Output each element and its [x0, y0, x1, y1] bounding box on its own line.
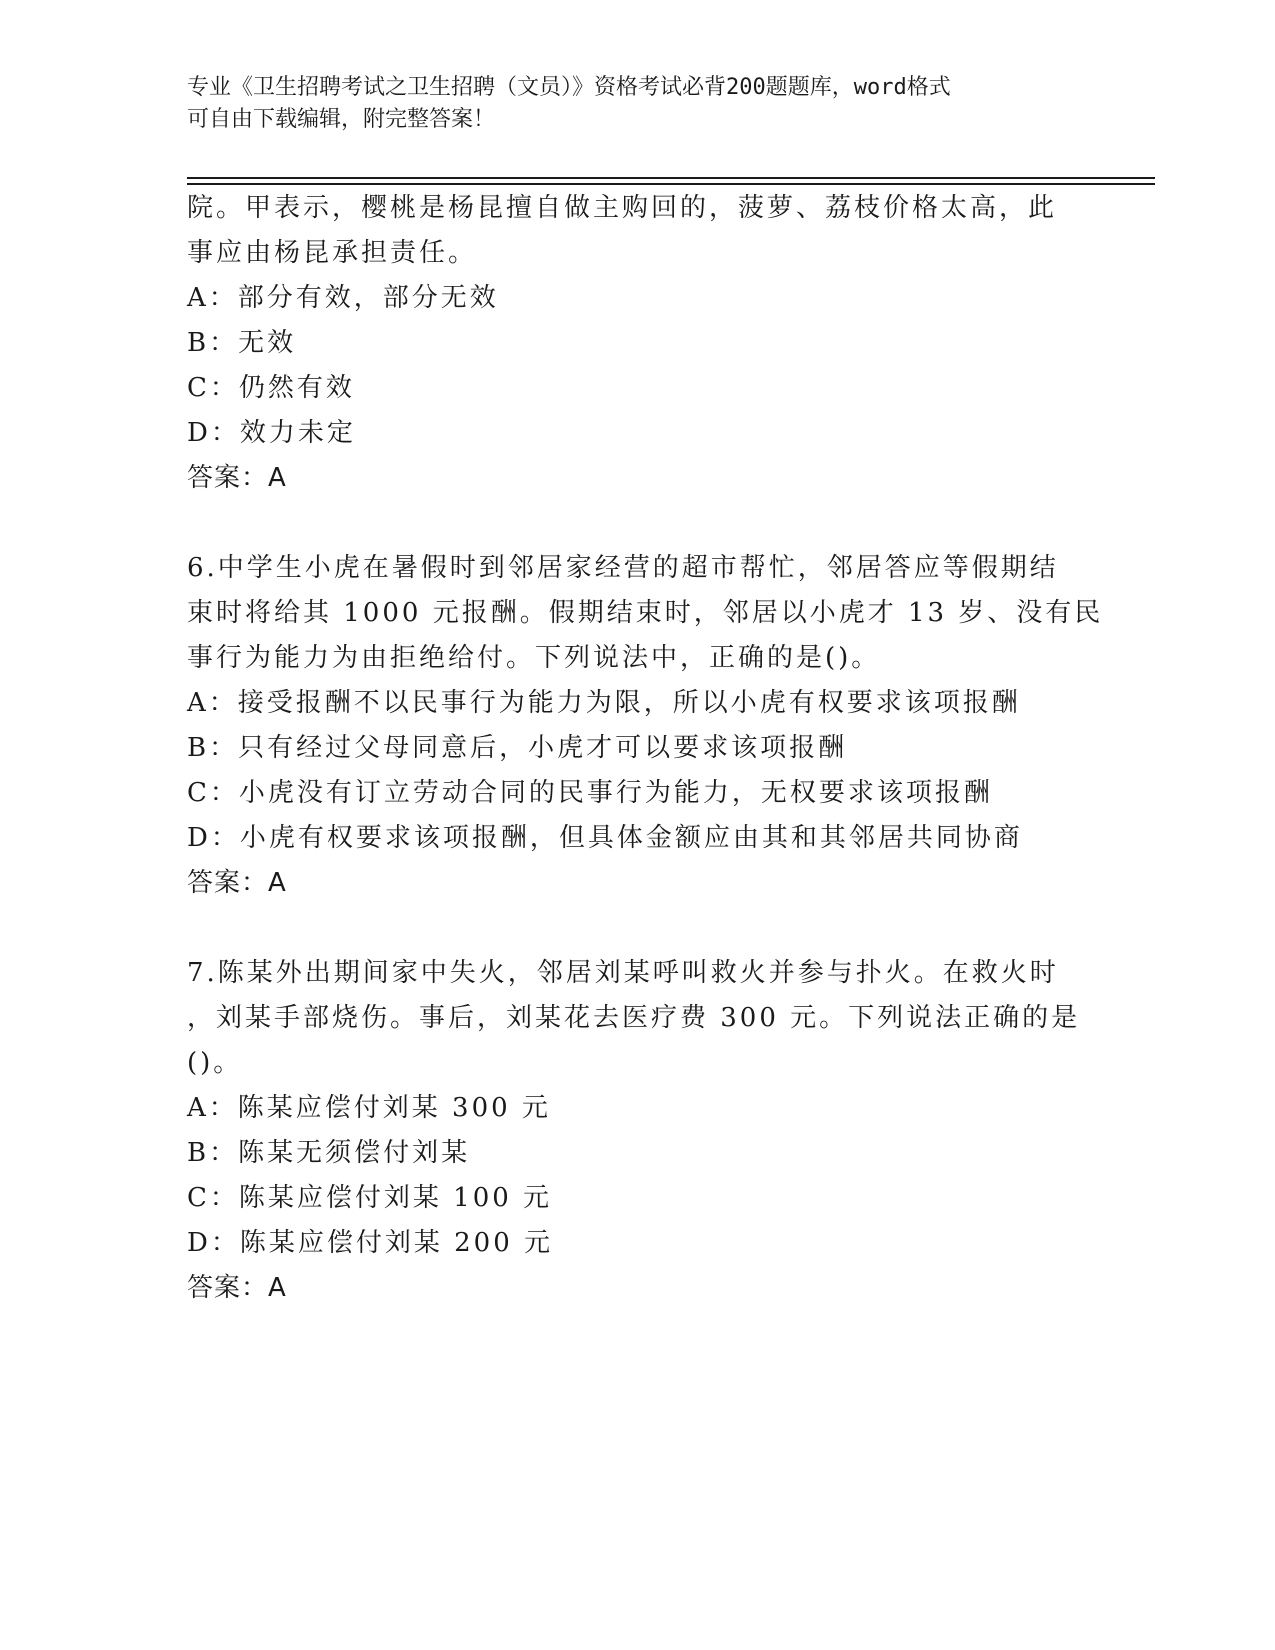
header-divider-top	[187, 177, 1155, 179]
question-stem-line: 6.中学生小虎在暑假时到邻居家经营的超市帮忙，邻居答应等假期结	[187, 553, 1059, 583]
question-stem-line: ，刘某手部烧伤。事后，刘某花去医疗费 300 元。下列说法正确的是	[187, 1003, 1081, 1033]
option-c: C：小虎没有订立劳动合同的民事行为能力，无权要求该项报酬	[187, 778, 993, 808]
option-c: C：仍然有效	[187, 373, 355, 403]
answer-label: 答案：A	[187, 1273, 287, 1303]
option-b: B：无效	[187, 328, 297, 358]
question-stem-line: 7.陈某外出期间家中失火，邻居刘某呼叫救火并参与扑火。在救火时	[187, 958, 1059, 988]
question-stem-line: 事行为能力为由拒绝给付。下列说法中，正确的是()。	[187, 643, 881, 673]
option-a: A：部分有效，部分无效	[187, 283, 499, 313]
option-d: D：小虎有权要求该项报酬，但具体金额应由其和其邻居共同协商	[187, 823, 1023, 853]
option-d: D：陈某应偿付刘某 200 元	[187, 1228, 554, 1258]
header-line-2: 可自由下载编辑，附完整答案！	[187, 107, 496, 132]
header-divider-bottom	[187, 183, 1155, 185]
question-7	[187, 951, 1087, 1311]
question-5	[187, 186, 1087, 501]
question-stem-line: ()。	[187, 1048, 243, 1078]
header-line-1: 专业《卫生招聘考试之卫生招聘（文员）》资格考试必背200题题库，word格式	[187, 75, 951, 100]
document-body	[187, 186, 1104, 1311]
document-header	[187, 72, 1087, 136]
spacer	[187, 906, 1087, 951]
spacer	[187, 501, 1087, 546]
option-d: D：效力未定	[187, 418, 356, 448]
option-a: A：接受报酬不以民事行为能力为限，所以小虎有权要求该项报酬	[187, 688, 1021, 718]
answer-label: 答案：A	[187, 868, 287, 898]
option-b: B：只有经过父母同意后，小虎才可以要求该项报酬	[187, 733, 848, 763]
option-c: C：陈某应偿付刘某 100 元	[187, 1183, 553, 1213]
question-stem-line: 束时将给其 1000 元报酬。假期结束时，邻居以小虎才 13 岁、没有民	[187, 598, 1104, 628]
question-stem-line: 院。甲表示，樱桃是杨昆擅自做主购回的，菠萝、荔枝价格太高，此	[187, 193, 1058, 223]
answer-label: 答案：A	[187, 463, 287, 493]
option-a: A：陈某应偿付刘某 300 元	[187, 1093, 551, 1123]
option-b: B：陈某无须偿付刘某	[187, 1138, 471, 1168]
question-6	[187, 546, 1104, 906]
question-stem-line: 事应由杨昆承担责任。	[187, 238, 478, 268]
